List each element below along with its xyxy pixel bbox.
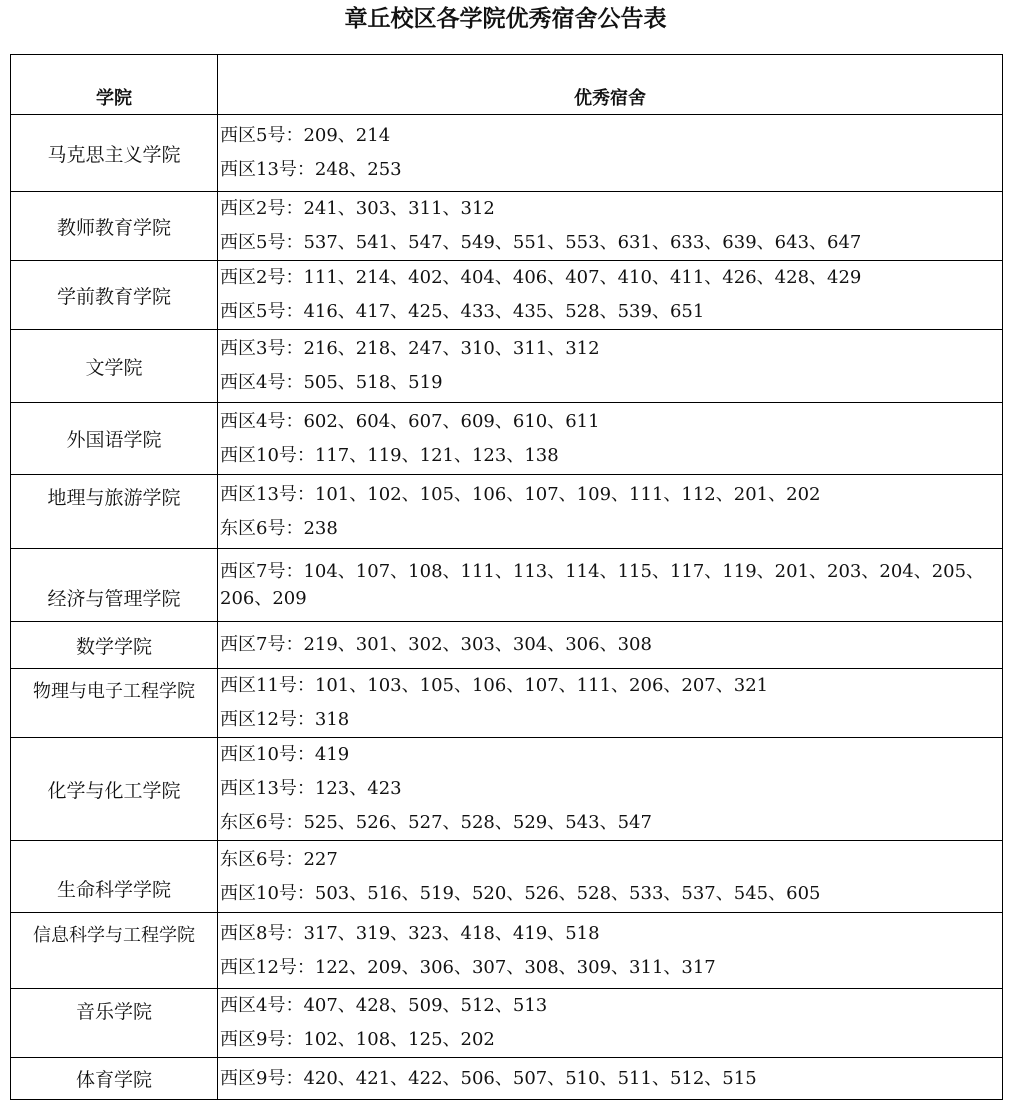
table-row bbox=[11, 192, 1003, 261]
dorm-line: 西区5号：209、214 bbox=[220, 125, 391, 146]
dorm-line: 东区6号：525、526、527、528、529、543、547 bbox=[220, 812, 652, 833]
dorm-line: 西区9号：102、108、125、202 bbox=[220, 1029, 495, 1050]
dorms-cell bbox=[218, 622, 1003, 669]
dorm-line: 西区13号：248、253 bbox=[220, 159, 402, 180]
dorms-cell bbox=[218, 989, 1003, 1058]
dorm-line: 西区4号：602、604、607、609、610、611 bbox=[220, 410, 600, 432]
dorms-cell bbox=[218, 403, 1003, 475]
college-cell: 体育学院 bbox=[11, 1058, 218, 1100]
dorm-line: 西区13号：123、423 bbox=[220, 778, 402, 799]
header-dorms: 优秀宿舍 bbox=[218, 55, 1003, 115]
table-row bbox=[11, 989, 1003, 1058]
dorms-cell bbox=[218, 841, 1003, 913]
college-cell: 经济与管理学院 bbox=[11, 549, 218, 622]
college-cell: 信息科学与工程学院 bbox=[11, 913, 218, 989]
college-cell: 物理与电子工程学院 bbox=[11, 669, 218, 738]
dorm-line: 西区4号：407、428、509、512、513 bbox=[220, 995, 548, 1016]
dorm-line: 西区7号：104、107、108、111、113、114、115、117、119、201、203、204、205、206、209 bbox=[220, 561, 985, 609]
table-row bbox=[11, 841, 1003, 913]
table-row bbox=[11, 115, 1003, 192]
college-cell: 音乐学院 bbox=[11, 989, 218, 1058]
dorm-line: 西区3号：216、218、247、310、311、312 bbox=[220, 338, 600, 359]
dorm-line: 西区8号：317、319、323、418、419、518 bbox=[220, 922, 600, 944]
dorms-cell bbox=[218, 115, 1003, 192]
dorms-cell bbox=[218, 1058, 1003, 1100]
dorm-line: 西区10号：117、119、121、123、138 bbox=[220, 444, 559, 466]
dorms-cell bbox=[218, 549, 1003, 622]
dorm-line: 西区11号：101、103、105、106、107、111、206、207、321 bbox=[220, 675, 769, 696]
dorms-cell bbox=[218, 192, 1003, 261]
table-row bbox=[11, 913, 1003, 989]
dorm-line: 西区12号：318 bbox=[220, 709, 350, 730]
dorm-line: 西区5号：537、541、547、549、551、553、631、633、639、643、647 bbox=[220, 232, 862, 253]
header-row bbox=[11, 55, 1003, 115]
dorm-line: 西区13号：101、102、105、106、107、109、111、112、201、202 bbox=[220, 483, 821, 505]
table-row bbox=[11, 475, 1003, 549]
dorms-cell bbox=[218, 913, 1003, 989]
dorm-line: 东区6号：227 bbox=[220, 848, 338, 870]
table-row bbox=[11, 330, 1003, 403]
college-cell: 地理与旅游学院 bbox=[11, 475, 218, 549]
dorms-cell bbox=[218, 738, 1003, 841]
dorm-table bbox=[10, 54, 1003, 1100]
page-title: 章丘校区各学院优秀宿舍公告表 bbox=[344, 6, 667, 32]
header-college: 学院 bbox=[11, 55, 218, 115]
table-row bbox=[11, 669, 1003, 738]
table-row bbox=[11, 549, 1003, 622]
table-row bbox=[11, 1058, 1003, 1100]
dorm-line: 西区2号：111、214、402、404、406、407、410、411、426、428、429 bbox=[220, 267, 862, 288]
college-cell: 教师教育学院 bbox=[11, 192, 218, 261]
dorm-line: 东区6号：238 bbox=[220, 517, 338, 539]
college-cell: 学前教育学院 bbox=[11, 261, 218, 330]
college-cell: 生命科学学院 bbox=[11, 841, 218, 913]
dorm-line: 西区7号：219、301、302、303、304、306、308 bbox=[220, 634, 652, 655]
dorms-cell bbox=[218, 475, 1003, 549]
table-row bbox=[11, 261, 1003, 330]
college-cell: 外国语学院 bbox=[11, 403, 218, 475]
college-cell: 文学院 bbox=[11, 330, 218, 403]
dorms-cell bbox=[218, 669, 1003, 738]
college-cell: 数学学院 bbox=[11, 622, 218, 669]
dorm-line: 西区10号：419 bbox=[220, 744, 350, 765]
dorm-line: 西区5号：416、417、425、433、435、528、539、651 bbox=[220, 301, 705, 322]
college-cell: 化学与化工学院 bbox=[11, 738, 218, 841]
dorm-line: 西区10号：503、516、519、520、526、528、533、537、545、605 bbox=[220, 882, 821, 904]
dorm-line: 西区12号：122、209、306、307、308、309、311、317 bbox=[220, 956, 716, 978]
table-row bbox=[11, 403, 1003, 475]
dorm-line: 西区2号：241、303、311、312 bbox=[220, 198, 495, 219]
college-cell: 马克思主义学院 bbox=[11, 115, 218, 192]
table-row bbox=[11, 738, 1003, 841]
dorm-line: 西区9号：420、421、422、506、507、510、511、512、515 bbox=[220, 1067, 757, 1089]
table-row bbox=[11, 622, 1003, 669]
dorm-line: 西区4号：505、518、519 bbox=[220, 372, 443, 393]
dorms-cell bbox=[218, 330, 1003, 403]
dorms-cell bbox=[218, 261, 1003, 330]
